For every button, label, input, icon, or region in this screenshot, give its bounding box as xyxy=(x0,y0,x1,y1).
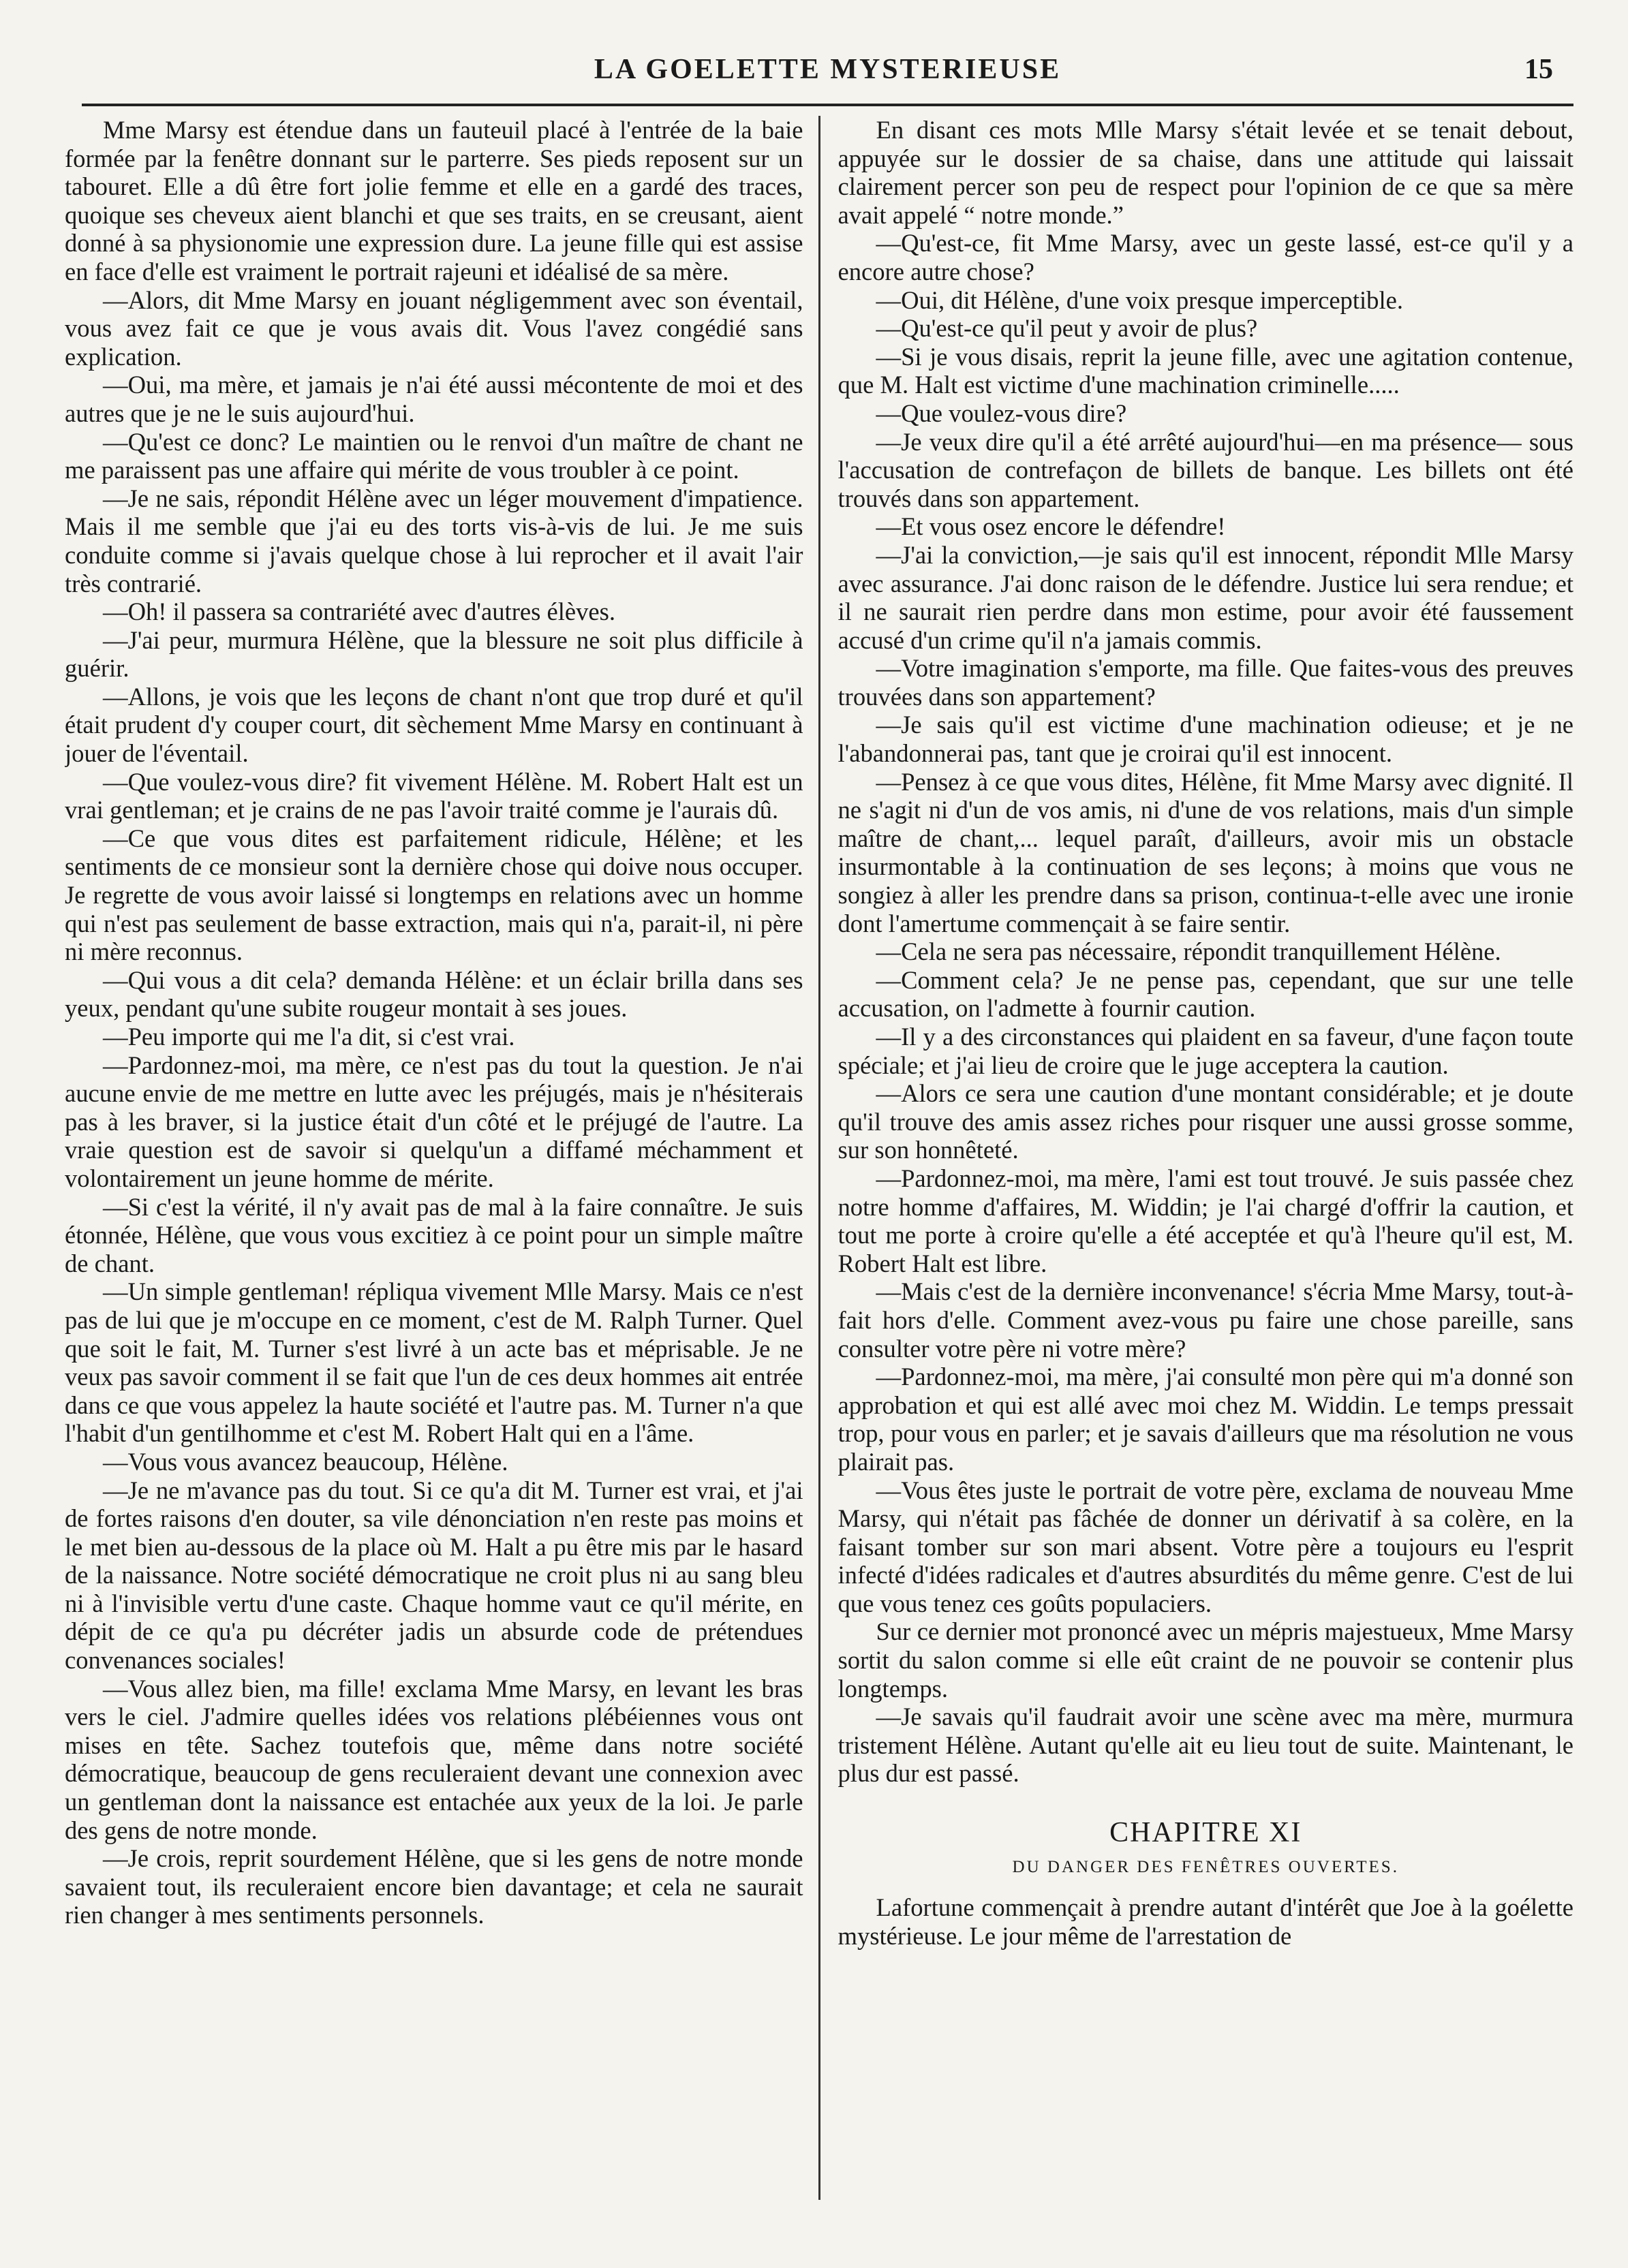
paragraph: —Et vous osez encore le défendre! xyxy=(876,512,1226,541)
paragraph: —Je ne m'avance pas du tout. Si ce qu'a dit M. Turner est vrai, et j'ai de fortes raisons d'en douter, sa vile dénonciation n'en reste pas moins et le met bien au-dessous de la place où M. Halt a pu être mis par le hasard de la naissance. Notre société démocratique ne croit plus ni au sang bleu ni à l'invisible vertu d'une caste. Chaque homme vaut ce qu'il mérite, en dépit de ce qu'a pu décréter jadis un absurde code de prétendues convenances sociales! xyxy=(65,1476,803,1675)
running-title: LA GOELETTE MYSTERIEUSE xyxy=(594,54,1062,85)
page-header xyxy=(82,49,1573,106)
paragraph: —Qu'est ce donc? Le maintien ou le renvoi d'un maître de chant ne me paraissent pas une affaire qui mérite de vous troubler à ce point. xyxy=(65,427,803,484)
paragraph: —Vous vous avancez beaucoup, Hélène. xyxy=(103,1447,508,1476)
paragraph: —Si je vous disais, reprit la jeune fille, avec une agitation contenue, que M. Halt est victime d'une machination criminelle..... xyxy=(838,342,1573,399)
paragraph: —Votre imagination s'emporte, ma fille. Que faites-vous des preuves trouvées dans son appartement? xyxy=(838,654,1573,711)
paragraph: —Pardonnez-moi, ma mère, ce n'est pas du tout la question. Je n'ai aucune envie de me mettre en lutte avec les préjugés, mais je n'hésiterais pas à les braver, si la justice était d'un côté et le préjugé de l'autre. La vraie question est de savoir si quelqu'un a diffamé méchamment et volontairement un jeune homme de mérite. xyxy=(65,1051,803,1192)
paragraph: Mme Marsy est étendue dans un fauteuil placé à l'entrée de la baie formée par la fenêtre donnant sur le parterre. Ses pieds reposent sur un tabouret. Elle a dû être fort jolie femme et elle en a gardé des traces, quoique ses cheveux aient blanchi et que ses traits, en se creusant, aient donné à sa physionomie une expression dure. La jeune fille qui est assise en face d'elle est vraiment le portrait rajeuni et idéalisé de sa mère. xyxy=(65,116,803,285)
paragraph: —Je crois, reprit sourdement Hélène, que si les gens de notre monde savaient tout, ils reculeraient encore bien davantage; et cela ne saurait rien changer à mes sentiments personnels. xyxy=(65,1844,803,1929)
paragraph: —Vous allez bien, ma fille! exclama Mme Marsy, en levant les bras vers le ciel. J'admire quelles idées vos relations plébéiennes vous ont mises en tête. Sachez toutefois que, même dans notre société démocratique, beaucoup de gens reculeraient devant une connexion avec un gentleman dont la naissance est entachée aux yeux de la loi. Je parle des gens de notre monde. xyxy=(65,1674,803,1844)
paragraph: —Ce que vous dites est parfaitement ridicule, Hélène; et les sentiments de ce monsieur sont la dernière chose qui doive nous occuper. Je regrette de vous avoir laissé si longtemps en relations avec un homme qui n'est pas seulement de basse extraction, mais qui n'a, parait-il, ni père ni mère reconnus. xyxy=(65,824,803,966)
paragraph: —Pardonnez-moi, ma mère, j'ai consulté mon père qui m'a donné son approbation et qui est allé avec moi chez M. Widdin. Le temps pressait trop, pour vous en parler; et je savais d'ailleurs que ma résolution ne vous plairait pas. xyxy=(838,1363,1573,1476)
paragraph: Sur ce dernier mot prononcé avec un mépris majestueux, Mme Marsy sortit du salon comme si elle eût craint de ne pouvoir se contenir plus longtemps. xyxy=(838,1617,1573,1703)
paragraph: —Je veux dire qu'il a été arrêté aujourd'hui—en ma présence— sous l'accusation de contrefaçon de billets de banque. Les billets ont été trouvés dans son appartement. xyxy=(838,427,1573,512)
paragraph: —Que voulez-vous dire? xyxy=(876,399,1127,427)
paragraph: —Oui, ma mère, et jamais je n'ai été aussi mécontente de moi et des autres que je ne le suis aujourd'hui. xyxy=(65,371,803,427)
chapter-subtitle: DU DANGER DES FENÊTRES OUVERTES. xyxy=(1012,1857,1399,1876)
right-column xyxy=(820,116,1574,2200)
paragraph: —Oh! il passera sa contrariété avec d'autres élèves. xyxy=(103,597,616,626)
paragraph: —Qu'est-ce qu'il peut y avoir de plus? xyxy=(876,314,1258,343)
left-column xyxy=(65,116,818,2200)
paragraph: —Qu'est-ce, fit Mme Marsy, avec un geste lassé, est-ce qu'il y a encore autre chose? xyxy=(838,229,1573,285)
paragraph: —Peu importe qui me l'a dit, si c'est vrai. xyxy=(103,1023,515,1051)
paragraph: —Je savais qu'il faudrait avoir une scène avec ma mère, murmura tristement Hélène. Autant qu'elle ait eu lieu tout de suite. Maintenant, le plus dur est passé. xyxy=(838,1703,1573,1788)
paragraph: —J'ai la conviction,—je sais qu'il est innocent, répondit Mlle Marsy avec assurance. J'ai donc raison de le défendre. Justice lui sera rendue; et il ne saurait rien perdre dans mon estime, pour avoir été faussement accusé d'un crime qu'il n'a jamais commis. xyxy=(838,540,1573,654)
chapter-opening-paragraph: Lafortune commençait à prendre autant d'intérêt que Joe à la goélette mystérieuse. Le jour même de l'arrestation de xyxy=(838,1893,1573,1950)
paragraph: —Que voulez-vous dire? fit vivement Hélène. M. Robert Halt est un vrai gentleman; et je crains de ne pas l'avoir traité comme je l'aurais dû. xyxy=(65,767,803,824)
paragraph: —Allons, je vois que les leçons de chant n'ont que trop duré et qu'il était prudent d'y couper court, dit sèchement Mme Marsy en continuant à jouer de l'éventail. xyxy=(65,682,803,768)
paragraph: —Pardonnez-moi, ma mère, l'ami est tout trouvé. Je suis passée chez notre homme d'affaires, M. Widdin; je l'ai chargé d'offrir la caution, et tout me porte à croire qu'elle a été acceptée et qu'à l'heure qu'il est, M. Robert Halt est libre. xyxy=(838,1164,1573,1277)
paragraph: —Il y a des circonstances qui plaident en sa faveur, d'une façon toute spéciale; et j'ai lieu de croire que le juge acceptera la caution. xyxy=(838,1023,1573,1079)
paragraph: —Je ne sais, répondit Hélène avec un léger mouvement d'impatience. Mais il me semble que j'ai eu des torts vis-à-vis de lui. Je me suis conduite comme si j'avais quelque chose à lui reprocher et il avait l'air très contrarié. xyxy=(65,484,803,597)
paragraph: En disant ces mots Mlle Marsy s'était levée et se tenait debout, appuyée sur le dossier de sa chaise, dans une attitude qui laissait clairement percer son peu de respect pour l'opinion de ce que sa mère avait appelé “ notre monde.” xyxy=(838,116,1573,229)
paragraph: —Je sais qu'il est victime d'une machination odieuse; et je ne l'abandonnerai pas, tant que je croirai qu'il est innocent. xyxy=(838,711,1573,768)
paragraph: —Alors, dit Mme Marsy en jouant négligemment avec son éventail, vous avez fait ce que je vous avais dit. Vous l'avez congédié sans explication. xyxy=(65,285,803,371)
paragraph: —J'ai peur, murmura Hélène, que la blessure ne soit plus difficile à guérir. xyxy=(65,625,803,683)
paragraph: —Alors ce sera une caution d'une montant considérable; et je doute qu'il trouve des amis assez riches pour risquer une aussi grosse somme, sur son honnêteté. xyxy=(838,1079,1573,1164)
paragraph: —Si c'est la vérité, il n'y avait pas de mal à la faire connaître. Je suis étonnée, Hélène, que vous vous excitiez à ce point pour un simple maître de chant. xyxy=(65,1192,803,1277)
paragraph: —Vous êtes juste le portrait de votre père, exclama de nouveau Mme Marsy, qui n'était pas fâchée de donner un dérivatif à sa colère, en la faisant tomber sur son mari absent. Votre père a toujours eu l'esprit infecté d'idées radicales et d'autres absurdités du même genre. C'est de lui que vous tenez ces goûts populaciers. xyxy=(838,1476,1573,1617)
paragraph: —Cela ne sera pas nécessaire, répondit tranquillement Hélène. xyxy=(876,937,1501,966)
paragraph: —Pensez à ce que vous dites, Hélène, fit Mme Marsy avec dignité. Il ne s'agit ni d'un de vos amis, ni d'une de vos relations, mais d'un simple maître de chant,... lequel paraît, d'ailleurs, avoir mis un obstacle insurmontable à la continuation de ses leçons; à moins que vous ne songiez à aller les prendre dans sa prison, continua-t-elle avec une ironie dont l'amertume commençait à se faire sentir. xyxy=(838,767,1573,937)
paragraph: —Un simple gentleman! répliqua vivement Mlle Marsy. Mais ce n'est pas de lui que je m'occupe en ce moment, c'est de M. Ralph Turner. Quel que soit le fait, M. Turner s'est livré à un acte bas et méprisable. Je ne veux pas savoir comment il se fait que l'un de ces deux hommes ait entrée dans ce que vous appelez la haute société et l'autre pas. M. Turner n'a que l'habit d'un gentilhomme et c'est M. Robert Halt qui en a l'âme. xyxy=(65,1277,803,1448)
paragraph: —Oui, dit Hélène, d'une voix presque imperceptible. xyxy=(876,285,1403,314)
chapter-title: CHAPITRE XI xyxy=(1109,1817,1302,1849)
paragraph: —Comment cela? Je ne pense pas, cependant, que sur une telle accusation, on l'admette à fournir caution. xyxy=(838,965,1573,1023)
page-number: 15 xyxy=(1524,54,1553,85)
paragraph: —Mais c'est de la dernière inconvenance! s'écria Mme Marsy, tout-à-fait hors d'elle. Comment avez-vous pu faire une chose pareille, sans consulter votre père ni votre mère? xyxy=(838,1277,1573,1363)
paragraph: —Qui vous a dit cela? demanda Hélène: et un éclair brilla dans ses yeux, pendant qu'une subite rougeur montait à ses joues. xyxy=(65,965,803,1023)
text-columns xyxy=(65,116,1573,2200)
right-paragraphs xyxy=(838,116,1574,1788)
